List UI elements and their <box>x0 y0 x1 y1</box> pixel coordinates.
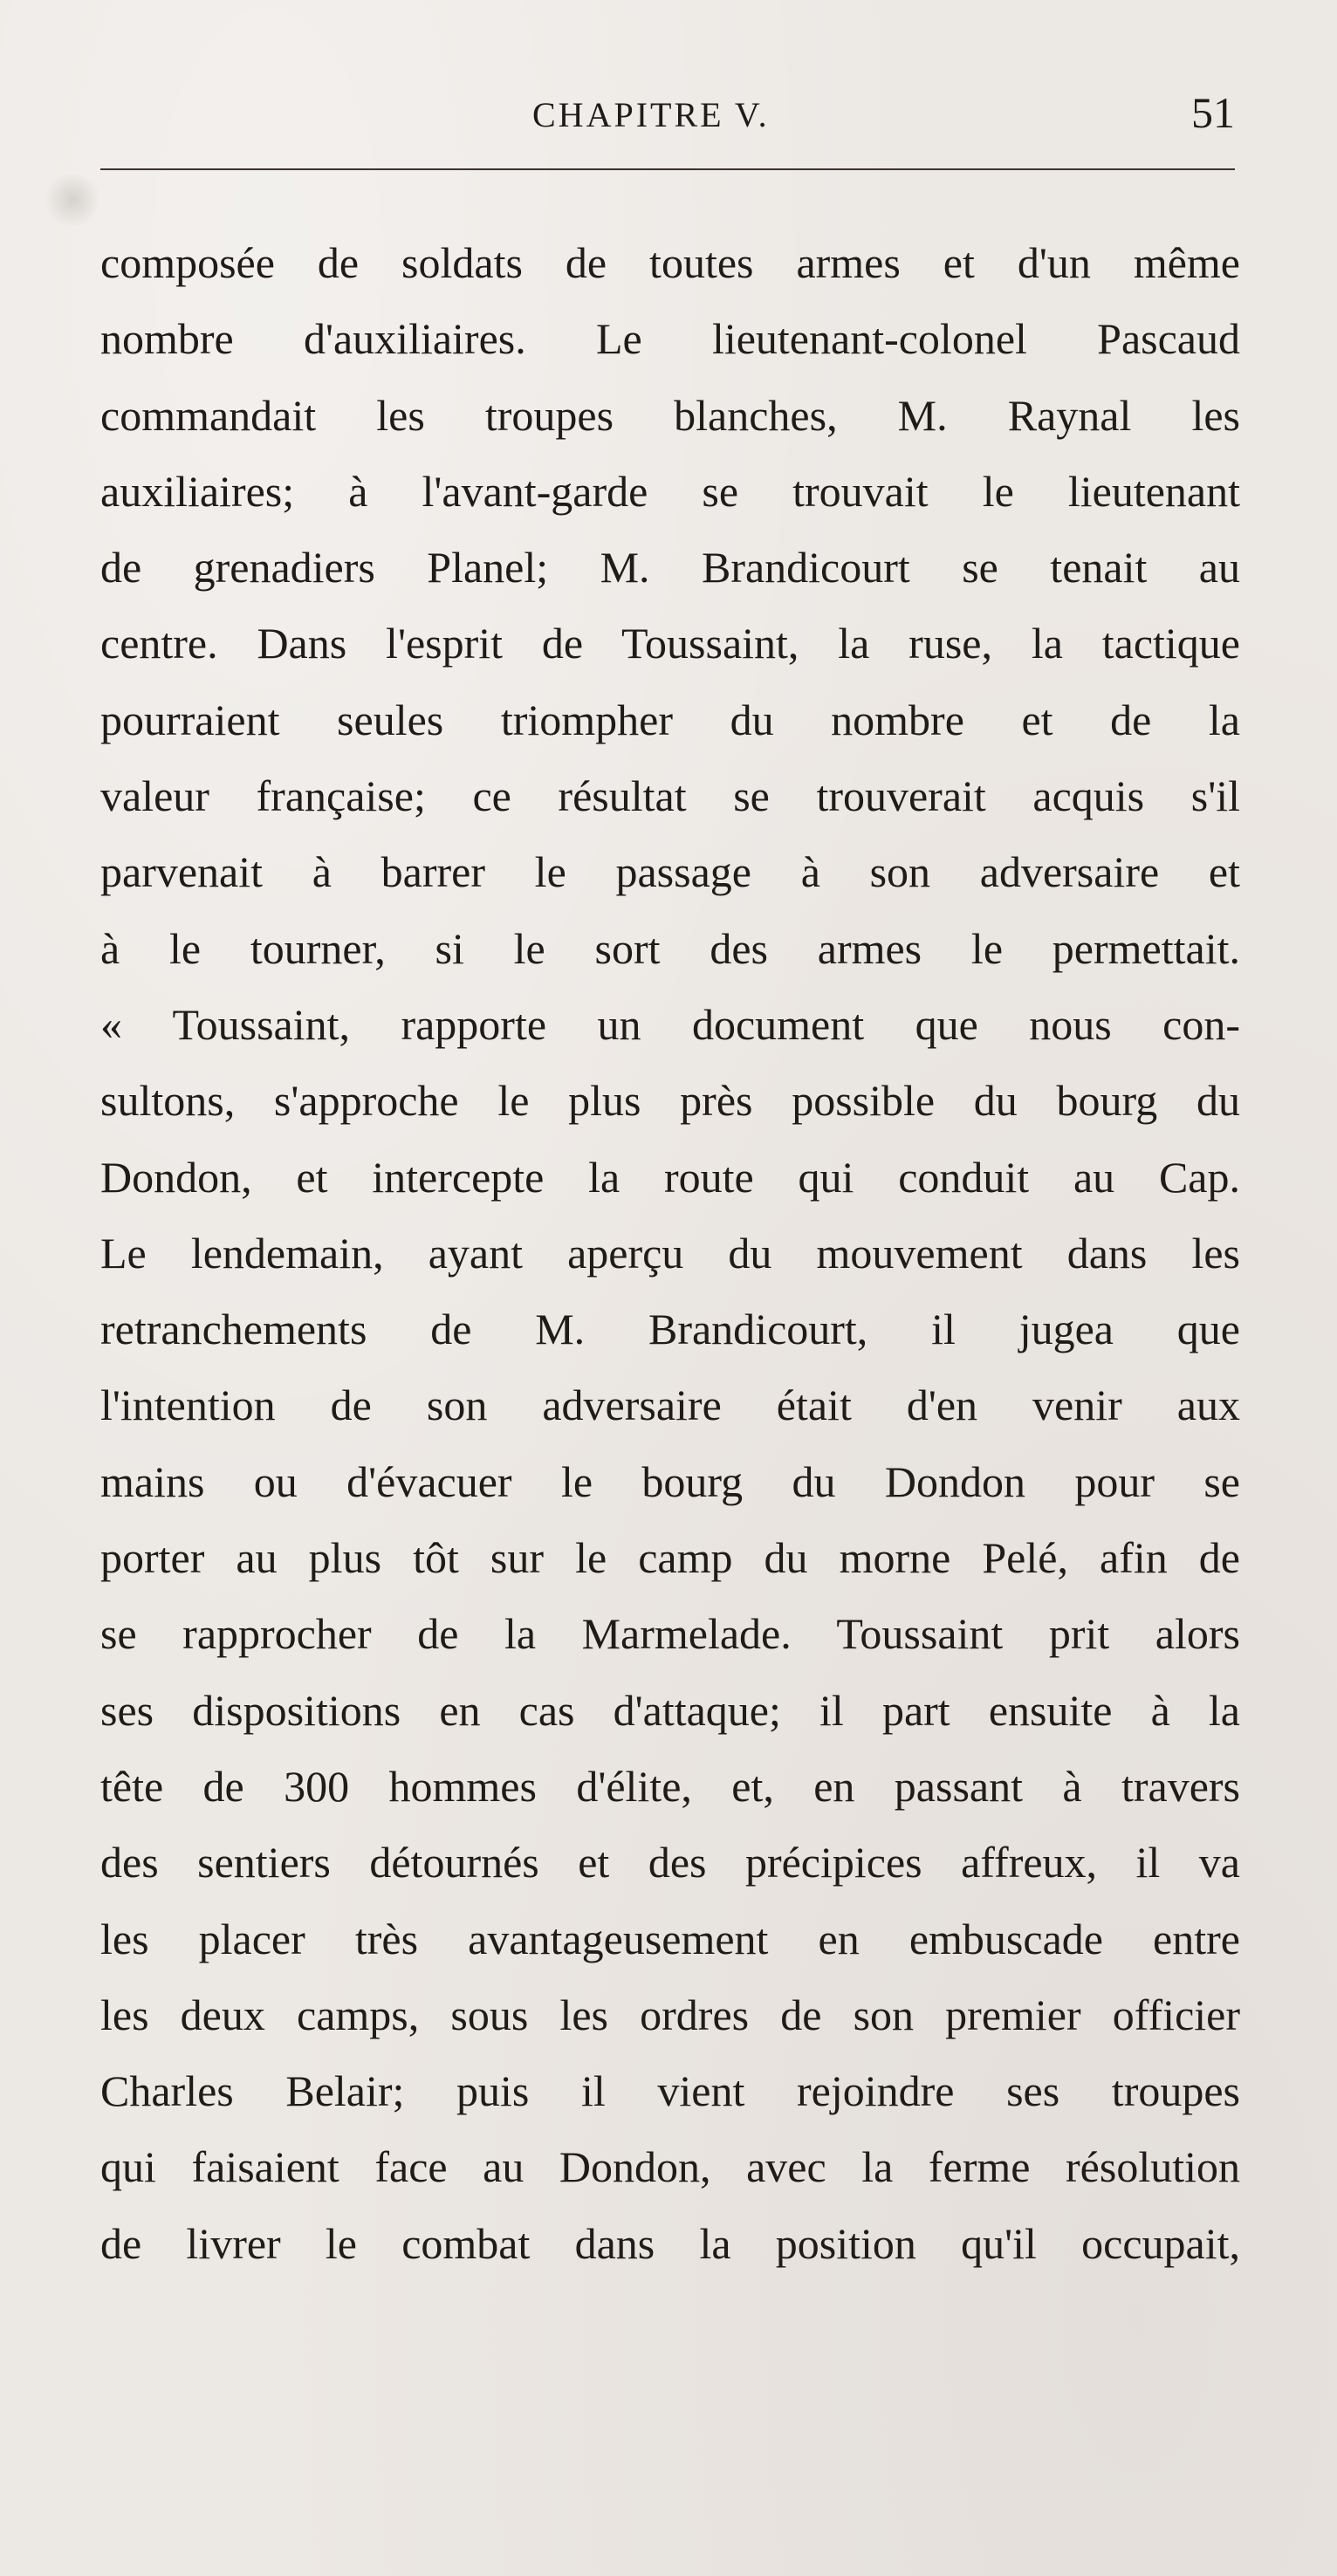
text-line: l'intention de son adversaire était d'en venir aux <box>100 1380 1240 1430</box>
text-line: à le tourner, si le sort des armes le permettait. <box>100 923 1240 973</box>
text-line: commandait les troupes blanches, M. Raynal les <box>100 390 1240 440</box>
page-header <box>100 87 1235 148</box>
text-line: les deux camps, sous les ordres de son premier officier <box>100 1990 1240 2039</box>
text-line: tête de 300 hommes d'élite, et, en passant à travers <box>100 1761 1240 1811</box>
text-line: les placer très avantageusement en embuscade entre <box>100 1914 1240 1963</box>
text-line: centre. Dans l'esprit de Toussaint, la ruse, la tactique <box>100 619 1240 668</box>
text-line: Dondon, et intercepte la route qui conduit au Cap. <box>100 1152 1240 1202</box>
text-line: pourraient seules triompher du nombre et de la <box>100 695 1240 744</box>
text-line: mains ou d'évacuer le bourg du Dondon pour se <box>100 1456 1240 1506</box>
paper-stain <box>42 175 103 225</box>
text-line: valeur française; ce résultat se trouverait acquis s'il <box>100 771 1240 821</box>
text-line: porter au plus tôt sur le camp du morne Pelé, afin de <box>100 1533 1240 1583</box>
text-line: retranchements de M. Brandicourt, il jugea que <box>100 1305 1240 1354</box>
text-line: Charles Belair; puis il vient rejoindre ses troupes <box>100 2066 1240 2116</box>
text-line: des sentiers détournés et des précipices affreux, il va <box>100 1838 1240 1887</box>
text-line: Le lendemain, ayant aperçu du mouvement dans les <box>100 1228 1240 1278</box>
text-line: composée de soldats de toutes armes et d'un même <box>100 238 1240 287</box>
text-line: sultons, s'approche le plus près possible du bourg du <box>100 1076 1240 1126</box>
text-line: « Toussaint, rapporte un document que nous con- <box>100 999 1240 1049</box>
running-head: CHAPITRE V. <box>532 95 770 134</box>
text-line: ses dispositions en cas d'attaque; il part ensuite à la <box>100 1685 1240 1735</box>
text-line: qui faisaient face au Dondon, avec la ferme résolution <box>100 2142 1240 2192</box>
text-line: auxiliaires; à l'avant-garde se trouvait le lieutenant <box>100 466 1240 516</box>
body-text <box>100 225 1240 2282</box>
text-line: se rapprocher de la Marmelade. Toussaint prit alors <box>100 1609 1240 1659</box>
text-line: de grenadiers Planel; M. Brandicourt se tenait au <box>100 543 1240 593</box>
text-line: parvenait à barrer le passage à son adversaire et <box>100 847 1240 897</box>
text-line: de livrer le combat dans la position qu'il occupait, <box>100 2218 1240 2268</box>
header-rule <box>100 168 1235 170</box>
text-line: nombre d'auxiliaires. Le lieutenant-colonel Pascaud <box>100 314 1240 364</box>
page-number: 51 <box>1191 88 1235 137</box>
